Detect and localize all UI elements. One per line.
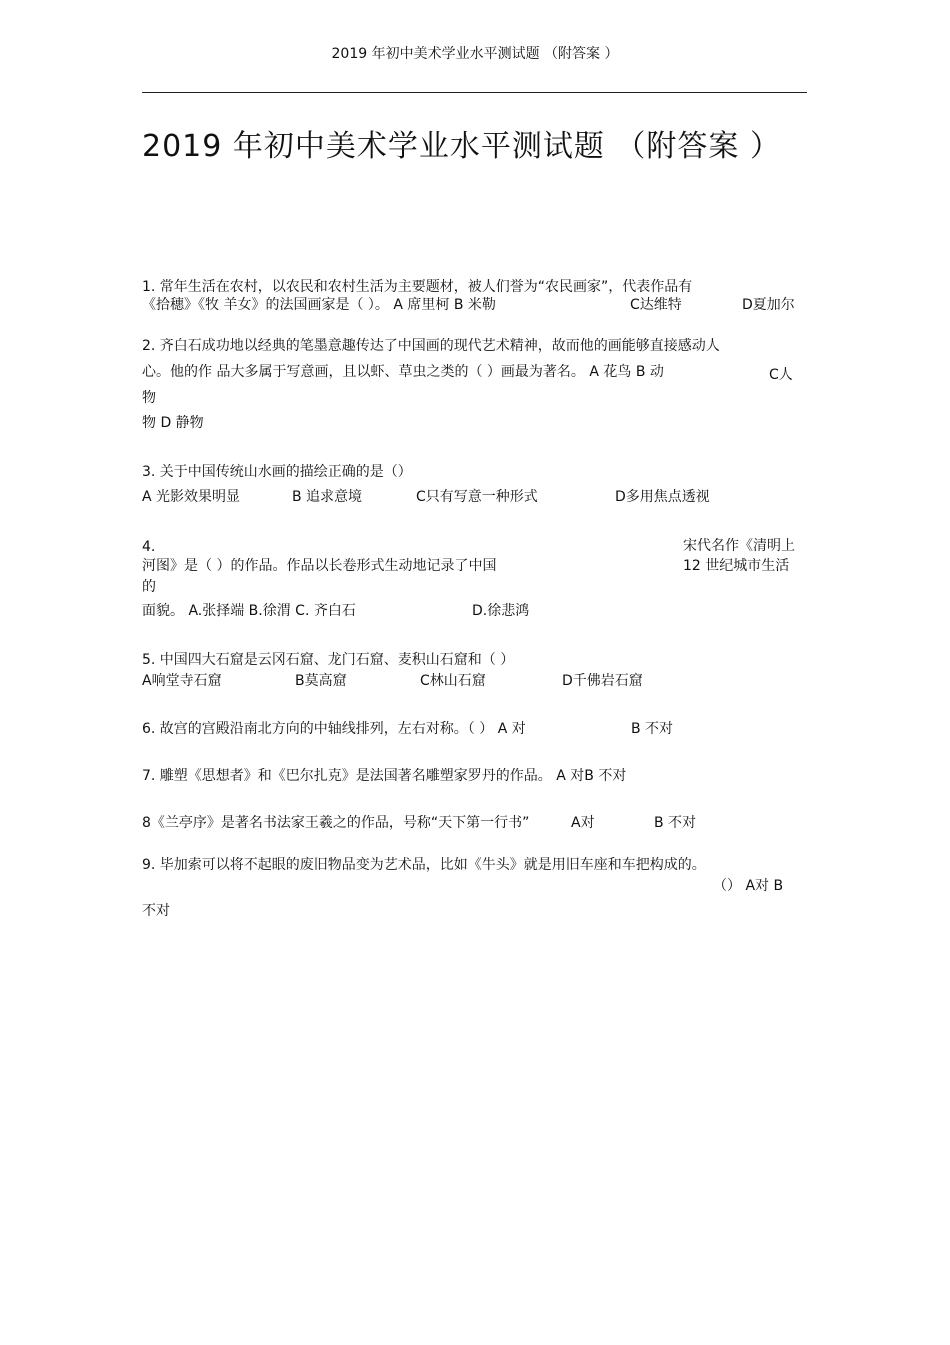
question-1-line-1: 1. 常年生活在农村，以农民和农村生活为主要题材，被人们誉为“农民画家”，代表作品有 — [142, 279, 693, 295]
question-2-line-4: 物 D 静物 — [142, 415, 204, 431]
question-4-options-a-c: 面貌。 A.张择端 B.徐渭 C. 齐白石 — [142, 603, 356, 619]
question-3-option-d: D多用焦点透视 — [615, 489, 710, 505]
question-6-option-b: B 不对 — [631, 721, 674, 737]
question-1-option-d: D夏加尔 — [742, 297, 795, 313]
question-3-option-b: B 追求意境 — [292, 489, 363, 505]
question-9-stem: 9. 毕加索可以将不起眼的废旧物品变为艺术品，比如《牛头》就是用旧车座和车把构成的。 — [142, 857, 706, 873]
question-8-stem: 8《兰亭序》是著名书法家王羲之的作品，号称“天下第一行书” — [142, 815, 530, 831]
question-4-option-d: D.徐悲鸿 — [472, 603, 530, 619]
question-1-line-2: 《拾穗》《牧 羊女》的法国画家是（ ）。 A 席里柯 B 米勒 — [142, 297, 496, 313]
question-2-option-c: C人 — [769, 367, 793, 383]
header-divider — [142, 92, 807, 93]
running-header: 2019 年初中美术学业水平测试题 （附答案 ） — [331, 46, 619, 62]
question-4-line-1-right: 宋代名作《清明上 — [683, 538, 795, 554]
question-3-stem: 3. 关于中国传统山水画的描绘正确的是（） — [142, 464, 412, 480]
question-8-option-b: B 不对 — [654, 815, 697, 831]
question-3-option-a: A 光影效果明显 — [142, 489, 241, 505]
question-4-line-2-left: 河图》是（ ）的作品。作品以长卷形式生动地记录了中国 — [142, 558, 497, 574]
page-title: 2019 年初中美术学业水平测试题 （附答案 ） — [142, 129, 781, 164]
question-1-option-c: C达维特 — [630, 297, 682, 313]
question-4-number: 4. — [142, 539, 156, 555]
question-6-stem: 6. 故宫的宫殿沿南北方向的中轴线排列，左右对称。（ ） A 对 — [142, 721, 526, 737]
question-7-stem: 7. 雕塑《思想者》和《巴尔扎克》是法国著名雕塑家罗丹的作品。 A 对B 不对 — [142, 768, 627, 784]
question-5-stem: 5. 中国四大石窟是云冈石窟、龙门石窟、麦积山石窟和（ ） — [142, 652, 515, 668]
question-5-option-b: B莫高窟 — [295, 673, 347, 689]
question-5-option-c: C林山石窟 — [420, 673, 486, 689]
question-8-option-a: A对 — [571, 815, 595, 831]
question-2-line-1: 2. 齐白石成功地以经典的笔墨意趣传达了中国画的现代艺术精神，故而他的画能够直接感动人 — [142, 338, 720, 354]
question-9-line-3: 不对 — [142, 903, 170, 919]
question-5-option-a: A响堂寺石窟 — [142, 673, 222, 689]
question-4-line-3: 的 — [142, 579, 156, 595]
question-4-line-2-right: 12 世纪城市生活 — [683, 558, 790, 574]
question-9-options: （） A对 B — [713, 878, 784, 894]
question-5-option-d: D千佛岩石窟 — [562, 673, 643, 689]
question-2-line-3: 物 — [142, 390, 156, 406]
question-3-option-c: C只有写意一种形式 — [416, 489, 538, 505]
question-2-line-2: 心。他的作 品大多属于写意画，且以虾、草虫之类的（ ）画最为著名。 A 花鸟 B 动 — [142, 364, 664, 380]
